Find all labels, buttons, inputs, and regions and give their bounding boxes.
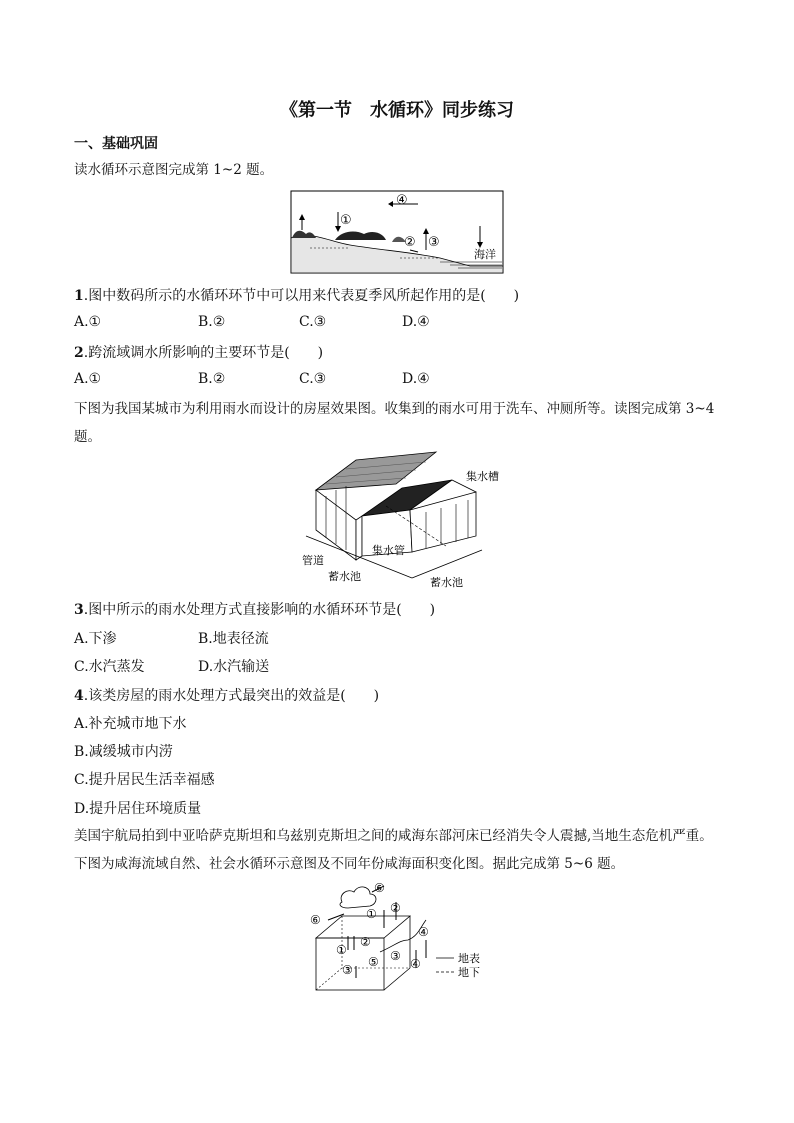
fig1-label-3: ③ bbox=[428, 235, 440, 250]
fig3-label-3-low: ③ bbox=[342, 963, 353, 977]
fig3-label-1-top: ① bbox=[366, 907, 377, 921]
q2-option-c[interactable]: C.③ bbox=[299, 371, 327, 387]
page-title: 《第一节 水循环》同步练习 bbox=[280, 100, 514, 121]
fig2-label-tank-left: 蓄水池 bbox=[328, 570, 361, 583]
q2-option-d[interactable]: D.④ bbox=[402, 371, 430, 387]
q1-option-d[interactable]: D.④ bbox=[402, 314, 430, 330]
fig1-label-1: ① bbox=[340, 213, 352, 228]
fig3-label-3-right: ③ bbox=[390, 949, 401, 963]
fig1-label-2: ② bbox=[404, 235, 416, 250]
fig3-label-4-top: ④ bbox=[418, 925, 429, 939]
fig3-label-6-left: ⑥ bbox=[310, 913, 321, 927]
intro-q1-2: 读水循环示意图完成第 1~2 题。 bbox=[74, 162, 274, 178]
section-heading: 一、基础巩固 bbox=[74, 136, 158, 152]
q3-option-a[interactable]: A.下渗 bbox=[74, 631, 117, 647]
intro-q5-6: 美国宇航局拍到中亚哈萨克斯坦和乌兹别克斯坦之间的咸海东部河床已经消失令人震撼,当地生态危机严重。下图为咸海流域自然、社会水循环示意图及不同年份咸海面积变化图。据此完成第 5~6 题。 bbox=[74, 828, 713, 872]
fig3-label-6-top: ⑥ bbox=[374, 881, 385, 895]
q1-option-b[interactable]: B.② bbox=[198, 314, 226, 330]
fig3-label-2-mid: ② bbox=[360, 935, 371, 949]
q3-option-d[interactable]: D.水汽输送 bbox=[198, 659, 270, 675]
q4-option-c[interactable]: C.提升居民生活幸福感 bbox=[74, 772, 215, 788]
fig3-legend-surface: 地表 bbox=[458, 952, 480, 965]
fig3-label-4-right: ④ bbox=[410, 957, 421, 971]
question-3: 3.图中所示的雨水处理方式直接影响的水循环环节是( ) bbox=[74, 602, 436, 618]
question-4: 4.该类房屋的雨水处理方式最突出的效益是( ) bbox=[74, 688, 380, 704]
fig2-label-tank-right: 蓄水池 bbox=[430, 576, 463, 589]
fig2-label-conduit: 管道 bbox=[302, 554, 324, 567]
q4-option-b[interactable]: B.减缓城市内涝 bbox=[74, 744, 173, 760]
q2-option-a[interactable]: A.① bbox=[74, 371, 102, 387]
fig3-label-1-mid: ① bbox=[336, 943, 347, 957]
fig3-legend-underground: 地下 bbox=[458, 966, 480, 979]
fig1-label-4: ④ bbox=[396, 193, 408, 208]
intro-q3-4: 下图为我国某城市为利用雨水而设计的房屋效果图。收集到的雨水可用于洗车、冲厕所等。读图完成第 3~4 题。 bbox=[74, 401, 715, 445]
water-cycle-figure bbox=[290, 190, 504, 278]
fig3-label-2-top: ② bbox=[390, 901, 401, 915]
q4-option-a[interactable]: A.补充城市地下水 bbox=[74, 716, 187, 732]
fig3-label-5: ⑤ bbox=[368, 955, 379, 969]
q3-option-c[interactable]: C.水汽蒸发 bbox=[74, 659, 145, 675]
aral-sea-cycle-figure bbox=[304, 880, 494, 1004]
fig1-label-ocean: 海洋 bbox=[474, 248, 496, 261]
fig2-label-pipe: 集水管 bbox=[372, 544, 405, 557]
question-1: 1.图中数码所示的水循环环节中可以用来代表夏季风所起作用的是( ) bbox=[74, 288, 520, 304]
q2-option-b[interactable]: B.② bbox=[198, 371, 226, 387]
fig2-label-gutter: 集水槽 bbox=[466, 470, 499, 483]
q3-option-b[interactable]: B.地表径流 bbox=[198, 631, 269, 647]
q4-option-d[interactable]: D.提升居住环境质量 bbox=[74, 801, 202, 817]
rainwater-house-figure bbox=[296, 450, 516, 594]
question-2: 2.跨流域调水所影响的主要环节是( ) bbox=[74, 345, 324, 361]
q1-option-c[interactable]: C.③ bbox=[299, 314, 327, 330]
q1-option-a[interactable]: A.① bbox=[74, 314, 102, 330]
